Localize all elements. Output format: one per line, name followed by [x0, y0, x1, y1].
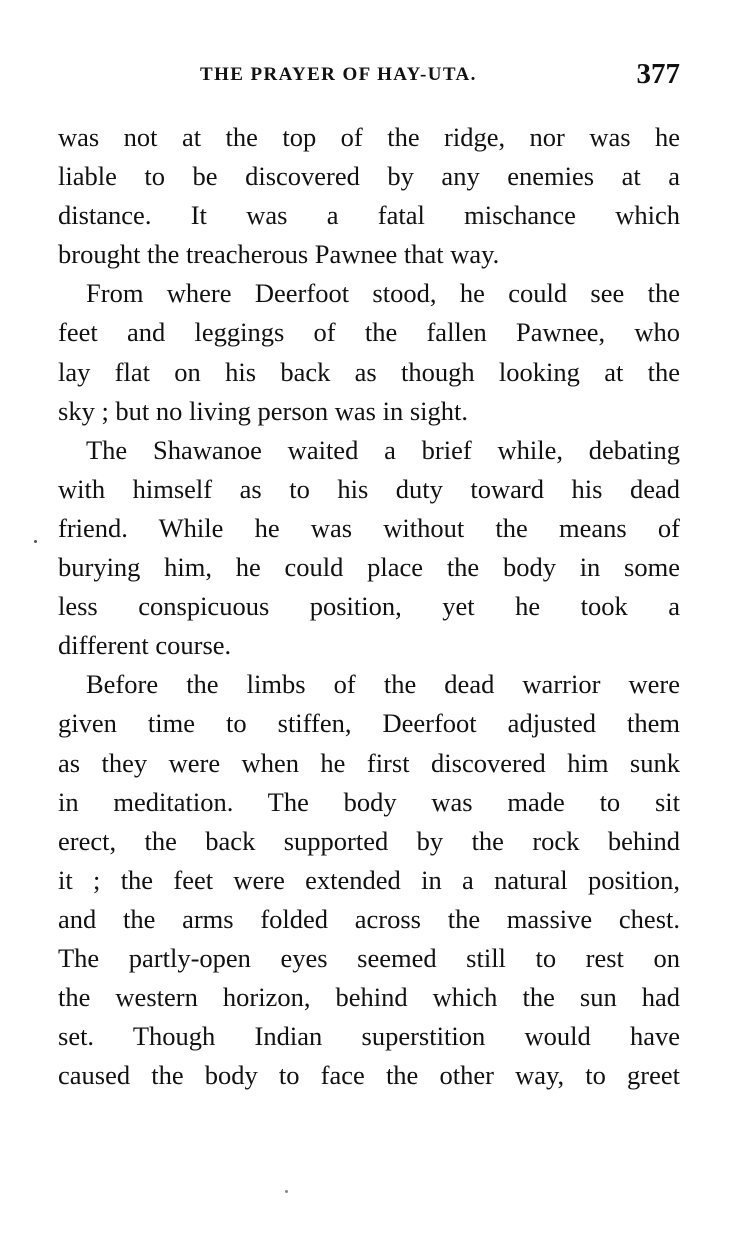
running-header — [58, 58, 680, 98]
text-line: less conspicuous position, yet he took a — [58, 591, 680, 622]
text-line: The partly-open eyes seemed still to rest on — [58, 942, 680, 973]
text-line: set. Though Indian superstition would have — [58, 1021, 680, 1052]
body-text — [58, 118, 680, 1095]
text-line: the western horizon, behind which the sun had — [58, 982, 680, 1013]
text-line: lay flat on his back as though looking at the — [58, 356, 680, 387]
text-line: was not at the top of the ridge, nor was he — [58, 122, 680, 152]
text-line: liable to be discovered by any enemies at a — [58, 161, 680, 192]
page-number: 377 — [636, 58, 680, 90]
text-line: as they were when he first discovered him sunk — [58, 747, 680, 778]
print-speck — [34, 540, 37, 543]
running-title: THE PRAYER OF HAY-UTA. — [200, 64, 477, 85]
text-line: caused the body to face the other way, to greet — [58, 1060, 680, 1091]
text-line: The Shawanoe waited a brief while, debating — [86, 434, 680, 465]
text-line: friend. While he was without the means of — [58, 512, 680, 543]
text-line: it ; the feet were extended in a natural position, — [58, 864, 680, 895]
text-line: given time to stiffen, Deerfoot adjusted them — [58, 708, 680, 739]
text-line: Before the limbs of the dead warrior were — [86, 669, 680, 700]
text-line: erect, the back supported by the rock behind — [58, 825, 680, 856]
text-line: distance. It was a fatal mischance which — [58, 200, 680, 231]
text-line: feet and leggings of the fallen Pawnee, who — [58, 317, 680, 348]
text-line: with himself as to his duty toward his dead — [58, 473, 680, 504]
text-line: brought the treacherous Pawnee that way. — [58, 239, 500, 270]
text-line: different course. — [58, 630, 232, 661]
text-line: sky ; but no living person was in sight. — [58, 395, 469, 426]
text-line: in meditation. The body was made to sit — [58, 786, 680, 817]
print-speck — [285, 1190, 288, 1193]
text-line: burying him, he could place the body in some — [58, 552, 680, 583]
text-line: and the arms folded across the massive chest. — [58, 903, 680, 934]
text-line: From where Deerfoot stood, he could see the — [86, 278, 680, 309]
